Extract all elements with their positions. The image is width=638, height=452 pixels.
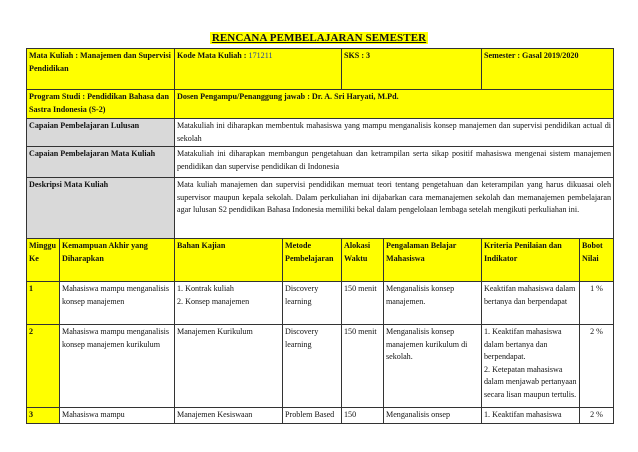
pengalaman-cell: Menganalisis konsep manajemen kurikulum di sekolah. bbox=[384, 325, 482, 408]
kode-mata-kuliah-cell bbox=[175, 49, 342, 90]
semester-cell: Semester : Gasal 2019/2020 bbox=[482, 49, 614, 90]
kemampuan-cell: Mahasiswa mampu menganalisis konsep manajemen kurikulum bbox=[60, 325, 175, 408]
capaian-lulusan-text: Matakuliah ini diharapkan membentuk mahasiswa yang mampu menganalisis konsep manajemen dan supervisi pendidikan actual di sekolah bbox=[175, 119, 614, 147]
header-kriteria: Kriteria Penilaian dan Indikator bbox=[482, 239, 580, 282]
capaian-mk-label: Capaian Pembelajaran Mata Kuliah bbox=[27, 147, 175, 178]
kode-label: Kode Mata Kuliah : bbox=[177, 51, 247, 60]
info-row-2 bbox=[27, 90, 614, 119]
sks-cell: SKS : 3 bbox=[342, 49, 482, 90]
pengalaman-cell: Menganalisis konsep manajemen. bbox=[384, 282, 482, 325]
title-wrapper bbox=[0, 28, 638, 46]
kriteria-cell bbox=[482, 408, 580, 424]
capaian-mk-row bbox=[27, 147, 614, 178]
bobot-cell: 2 % bbox=[580, 325, 614, 408]
bahan-cell bbox=[175, 325, 283, 408]
kriteria-cell bbox=[482, 325, 580, 408]
kriteria-item: 1. Keaktifan mahasiswa dalam bertanya dan berpendapat. bbox=[484, 327, 562, 362]
bahan-item: 1. Kontrak kuliah bbox=[177, 284, 234, 294]
program-studi-cell: Program Studi : Pendidikan Bahasa dan Sastra Indonesia (S-2) bbox=[27, 90, 175, 119]
table-row bbox=[27, 282, 614, 325]
kriteria-item: 1. Keaktifan mahasiswa bbox=[484, 410, 562, 420]
capaian-mk-text: Matakuliah ini diharapkan membangun pengetahuan dan ketrampilan serta sikap positif mahasiswa mengenai sistem manajemen pendidikan dan supervise pendidikan di Indonesia bbox=[175, 147, 614, 178]
minggu-cell: 1 bbox=[27, 282, 60, 325]
kode-value: 171211 bbox=[248, 51, 273, 60]
pengalaman-cell: Menganalisis onsep bbox=[384, 408, 482, 424]
deskripsi-text: Mata kuliah manajemen dan supervisi pendidikan memuat teori tentang pengetahuan dan keterampilan yang harus dikuasai oleh supervisor maupun kepala sekolah. Dalam perkuliahan ini dijabarkan cara memanajemen sekolah dan memanajemen pembelajaran agar lulusan S2 pendidikan Bahasa Indonesia memiliki bekal dalam pengelolaan lembaga setelah mengikuti perkuliahan ini. bbox=[175, 178, 614, 239]
metode-cell: Discovery learning bbox=[283, 325, 342, 408]
deskripsi-row bbox=[27, 178, 614, 239]
bobot-cell: 1 % bbox=[580, 282, 614, 325]
bahan-cell bbox=[175, 408, 283, 424]
metode-cell: Problem Based bbox=[283, 408, 342, 424]
kriteria-cell bbox=[482, 282, 580, 325]
header-bobot: Bobot Nilai bbox=[580, 239, 614, 282]
table-row bbox=[27, 325, 614, 408]
kriteria-item: 2. Ketepatan mahasiswa dalam menjawab pertanyaan secara lisan maupun tertulis. bbox=[484, 364, 577, 399]
kriteria-item: Keaktifan mahasiswa dalam bertanya dan berpendapat bbox=[484, 284, 576, 306]
dosen-cell: Dosen Pengampu/Penanggung jawab : Dr. A. Sri Haryati, M.Pd. bbox=[175, 90, 614, 119]
capaian-lulusan-row bbox=[27, 119, 614, 147]
minggu-cell: 3 bbox=[27, 408, 60, 424]
metode-cell: Discovery learning bbox=[283, 282, 342, 325]
header-alokasi: Alokasi Waktu bbox=[342, 239, 384, 282]
bahan-cell bbox=[175, 282, 283, 325]
alokasi-cell: 150 menit bbox=[342, 282, 384, 325]
header-bahan: Bahan Kajian bbox=[175, 239, 283, 282]
alokasi-cell: 150 menit bbox=[342, 325, 384, 408]
table-row bbox=[27, 408, 614, 424]
column-header-row bbox=[27, 239, 614, 282]
document-title: RENCANA PEMBELAJARAN SEMESTER bbox=[211, 32, 427, 44]
kemampuan-cell: Mahasiswa mampu bbox=[60, 408, 175, 424]
header-pengalaman: Pengalaman Belajar Mahasiswa bbox=[384, 239, 482, 282]
bahan-item: 2. Konsep manajemen bbox=[177, 296, 250, 306]
bahan-item: Manajemen Kesiswaan bbox=[177, 410, 253, 420]
header-kemampuan: Kemampuan Akhir yang Diharapkan bbox=[60, 239, 175, 282]
capaian-lulusan-label: Capaian Pembelajaran Lulusan bbox=[27, 119, 175, 147]
info-row-1 bbox=[27, 49, 614, 90]
rps-table bbox=[26, 48, 614, 424]
bobot-cell: 2 % bbox=[580, 408, 614, 424]
mata-kuliah-cell: Mata Kuliah : Manajemen dan Supervisi Pendidikan bbox=[27, 49, 175, 90]
header-minggu: Minggu Ke bbox=[27, 239, 60, 282]
alokasi-cell: 150 bbox=[342, 408, 384, 424]
header-metode: Metode Pembelajaran bbox=[283, 239, 342, 282]
kemampuan-cell: Mahasiswa mampu menganalisis konsep manajemen bbox=[60, 282, 175, 325]
minggu-cell: 2 bbox=[27, 325, 60, 408]
bahan-item: Manajemen Kurikulum bbox=[177, 327, 253, 337]
deskripsi-label: Deskripsi Mata Kuliah bbox=[27, 178, 175, 239]
